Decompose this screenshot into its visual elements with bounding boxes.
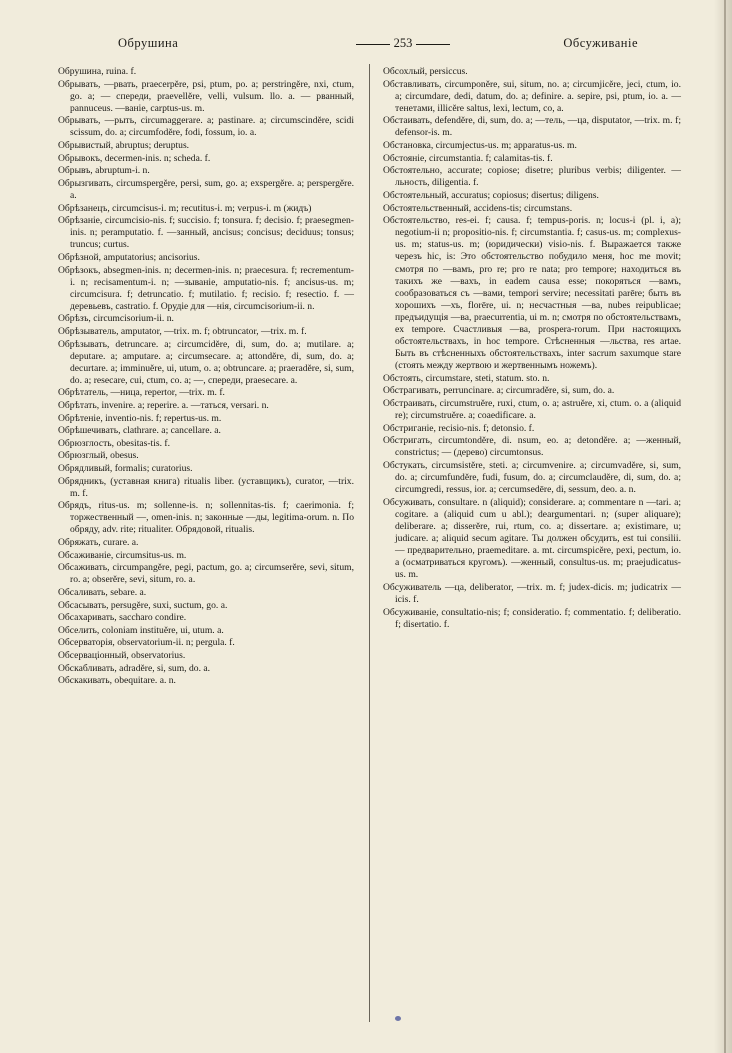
running-header [118, 36, 638, 54]
dictionary-entry: Обставливать, circumponĕre, sui, situm, no. a; circumjicĕre, jeci, ctum, io. a; circumdare, dedi, datum, do. a; definire. a. sepire, psi, ptum, io. a. —тенетами, illicĕre saltus, lexi, lectum, co, a. [383, 78, 681, 114]
dictionary-entry: Обрызгивать, circumspergĕre, persi, sum, go. a; exspergĕre. a; perspergĕre. a. [58, 177, 354, 201]
header-left-guideword: Обрушина [118, 36, 179, 50]
dictionary-entry: Обстрагивать, perruncinare. a; circumradĕre, si, sum, do. a. [383, 385, 615, 397]
dictionary-entry: Обстоятельство, res-ei. f; causa. f; tempus-poris. n; locus-i (pl. i, a); negotium-ii n; propositio-nis. f; circumstantia. f; casus-us. m; complexus-us. m; status-us. m; (юридически) visio-nis. f. Выражается также черезъ hic, is: Это обстоятельство побудило меня, hoc me movit; смотря по —вамъ, pro re; pro re nata; pro tempore; находиться въ такихъ же —вахъ, in eadem causa esse; покоряться —вамъ, сообразоваться съ —вами, tempori servire; necessitati parēre; быть въ хорошихъ —хъ, florēre, ui. n; несчастныя —ва, nubes reipublicae; предъидущія —ва, praecurrentia, ui m. n; смотря по обстоятельствамъ, ex tempore. Счастливыя —ва, prospera-rorum. При настоящихъ обстоятельствахъ, in hoc tempore. Стѣсненныя —льства, res artae. Быть въ стѣсненныхъ обстоятельствахъ, inter sacrum saxumque stare (стоять между жертвою и жертвеннымъ ножемъ). [383, 215, 681, 372]
dictionary-entry: Обрѣзаніе, circumcisio-nis. f; succisio. f; tonsura. f; decisio. f; praesegmen-inis. n; peramputatio. f. —занный, ancisus; concisus; deciduus; tonsus; truncus; curtus. [58, 215, 354, 251]
dictionary-entry: Обстоятельственный, accidens-tis; circumstans. [383, 202, 573, 214]
header-dash-right [416, 44, 450, 45]
dictionary-entry: Обскабливать, adradĕre, si, sum, do. a. [58, 662, 211, 674]
dictionary-entry: Обсуживать, consultare. n (aliquid); considerare. a; commentare n —tari. a; cogitare. a (aliquid cum u abl.); deargumentari. n; (super aliquare); deliberare. a; disserĕre, rui, rtum, co. a; dissertare. a; existimare, u; judicare. a; aliquid secum agitare. Ты должен обсудить, est tui consilii. — предварительно, praemeditare. a. mt. circumspicĕre, pexi, pectum, io. a (осматриваться кругомъ). —женный, consultus-us. m; praejudicatus-us. m. [383, 496, 681, 581]
dictionary-entry: Обрѣзывать, detruncare. a; circumcidĕre, di, sum, do. a; mutilare. a; deputare. a; amputare. a; circumsecare. a; attondĕre, di, sum, do. a; decurtare. a; imminuĕre, ui, utum, o. a; obtruncare. a; praeradĕre, si, sum, do. a; resecare, cui, ctum, co. a; —, спереди, praesecare. a. [58, 338, 354, 386]
dictionary-entry: Обстриганіе, recisio-nis. f; detonsio. f. [383, 422, 535, 434]
dictionary-entry: Обрѣшечивать, clathrare. a; cancellare. a. [58, 425, 221, 437]
ink-blot [395, 1016, 401, 1021]
dictionary-entry: Обрядъ, ritus-us. m; sollenne-is. n; sollennitas-tis. f; caerimonia. f; торжественный —, omen-inis. n; законные —ды, legitima-orum. n. По обряду, adv. rite; ritualiter. Обрядовой, ritualis. [58, 500, 354, 536]
dictionary-entry: Обсаливать, sebare. a. [58, 586, 147, 598]
page-number [348, 36, 458, 51]
dictionary-entry: Обрюзглость, obesitas-tis. f. [58, 437, 171, 449]
dictionary-entry: Обселить, coloniam instituĕre, ui, utum. a. [58, 624, 224, 636]
column-divider [369, 64, 370, 1022]
page-number-text: 253 [393, 36, 413, 50]
dictionary-entry: Обрѣзанецъ, circumcisus-i. m; recutitus-i. m; verpus-i. m (жидъ) [58, 202, 312, 214]
dictionary-entry: Обсуживаніе, consultatio-nis; f; consideratio. f; commentatio. f; deliberatio. f; disertatio. f. [383, 606, 681, 630]
dictionary-entry: Обрядникъ, (уставная книга) ritualis liber. (уставщикъ), curator, —trix. m. f. [58, 475, 354, 499]
dictionary-entry: Обрѣтатель, —ница, repertor, —trix. m. f. [58, 387, 225, 399]
dictionary-entry: Обсерваторія, observatorium-ii. n; pergula. f. [58, 637, 235, 649]
dictionary-entry: Обрѣзъ, circumcisorium-ii. n. [58, 313, 174, 325]
page-edge-shadow [714, 0, 732, 1053]
dictionary-entry: Обрѣзокъ, absegmen-inis. n; decermen-inis. n; praecesura. f; recrementum-i. n; recisamentum-i. n; —зываніе, amputatio-nis. f; ancisus-us. m; circumcisura. f; detruncatio. f; mutilatio. f; recisio. f; resectio. f. — деревьевъ, castratio. f. Орудіе для —нія, circumcisorium-ii. n. [58, 264, 354, 312]
dictionary-entry: Обсохлый, persiccus. [383, 66, 468, 77]
dictionary-entry: Обстоятельный, accuratus; copiosus; disertus; diligens. [383, 189, 599, 201]
binding-line [724, 0, 726, 1053]
dictionary-entry: Обстановка, circumjectus-us. m; apparatus-us. m. [383, 140, 577, 152]
right-column [383, 66, 681, 631]
dictionary-entry: Обстояніе, circumstantia. f; calamitas-tis. f. [383, 152, 553, 164]
dictionary-entry: Обрывъ, abruptum-i. n. [58, 165, 150, 177]
dictionary-entry: Обрядливый, formalis; curatorius. [58, 463, 193, 474]
dictionary-entry: Обрывать, —рыть, circumaggerare. a; pastinare. a; circumscindĕre, scidi scissum, do. a; circumfodĕre, fodi, fossum, io. a. [58, 115, 354, 139]
left-column [58, 66, 354, 688]
dictionary-entry: Обсуживатель —ца, deliberator, —trix. m. f; judex-dicis. m; judicatrix —icis. f. [383, 581, 681, 606]
dictionary-entry: Обсерваціонный, observatorius. [58, 649, 186, 661]
dictionary-entry: Обстукать, circumsistĕre, steti. a; circumvenire. a; circumvadĕre, si, sum, do. a; circumfundĕre, fudi, fusum, do. a; circumclaudĕre, di, sum, do. a; circumgredi, ressus, ior. a; cercumsedēre, di, sessum, deo. a. n. [383, 460, 681, 496]
dictionary-entry: Обрѣтать, invenire. a; reperire. a. —таться, versari. n. [58, 400, 269, 412]
dictionary-entry: Обрѣзыватель, amputator, —trix. m. f; obtruncator, —trix. m. f. [58, 325, 307, 337]
dictionary-entry: Обрушина, ruina. f. [58, 66, 137, 77]
dictionary-entry: Обрѣтеніе, inventio-nis. f; repertus-us. m. [58, 412, 222, 424]
dictionary-entry: Обсаживаніе, circumsitus-us. m. [58, 549, 187, 561]
dictionary-entry: Обсаживать, circumpangĕre, pegi, pactum, go. a; circumserĕre, sevi, situm, ro. a; obserĕre, sevi, situm, ro. a. [58, 562, 354, 586]
dictionary-entry: Обрывать, —рвать, praecerpĕre, psi, ptum, po. a; perstringĕre, nxi, ctum, go. a; — спереди, praevellĕre, velli, vulsum. llo. a. — рванный, pannuceus. —ваніе, carptus-us. m. [58, 78, 354, 114]
header-right-guideword: Обсуживаніе [563, 36, 638, 50]
dictionary-entry: Обрывистый, abruptus; deruptus. [58, 140, 190, 152]
dictionary-entry: Обряжать, curare. a. [58, 537, 139, 549]
dictionary-entry: Обстоять, circumstare, steti, statum. sto. n. [383, 372, 550, 384]
dictionary-entry: Обскакивать, obequitare. a. n. [58, 675, 176, 687]
dictionary-entry: Обрывокъ, decermen-inis. n; scheda. f. [58, 152, 211, 164]
dictionary-entry: Обрюзглый, obesus. [58, 450, 139, 462]
dictionary-entry: Обсасывать, persugĕre, suxi, suctum, go. a. [58, 599, 228, 611]
dictionary-entry: Обстраивать, circumstruĕre, ruxi, ctum, o. a; astruĕre, xi, ctum. o. a (aliquid re); circumstruĕre. a; coaedificare. a. [383, 398, 681, 422]
dictionary-entry: Обсахаривать, saccharo condire. [58, 612, 187, 624]
dictionary-entry: Обстаивать, defendĕre, di, sum, do. a; —тель, —ца, disputator, —trix. m. f; defensor-is. m. [383, 115, 681, 139]
header-dash-left [356, 44, 390, 45]
dictionary-entry: Обстригать, circumtondĕre, di. nsum, eo. a; detondĕre. a; —женный, constrictus; — (дерево) circumtonsus. [383, 435, 681, 459]
dictionary-entry: Обстоятельно, accurate; copiose; disetre; pluribus verbis; diligenter. —льность, diligentia. f. [383, 165, 681, 189]
dictionary-entry: Обрѣзной, amputatorius; ancisorius. [58, 251, 200, 263]
